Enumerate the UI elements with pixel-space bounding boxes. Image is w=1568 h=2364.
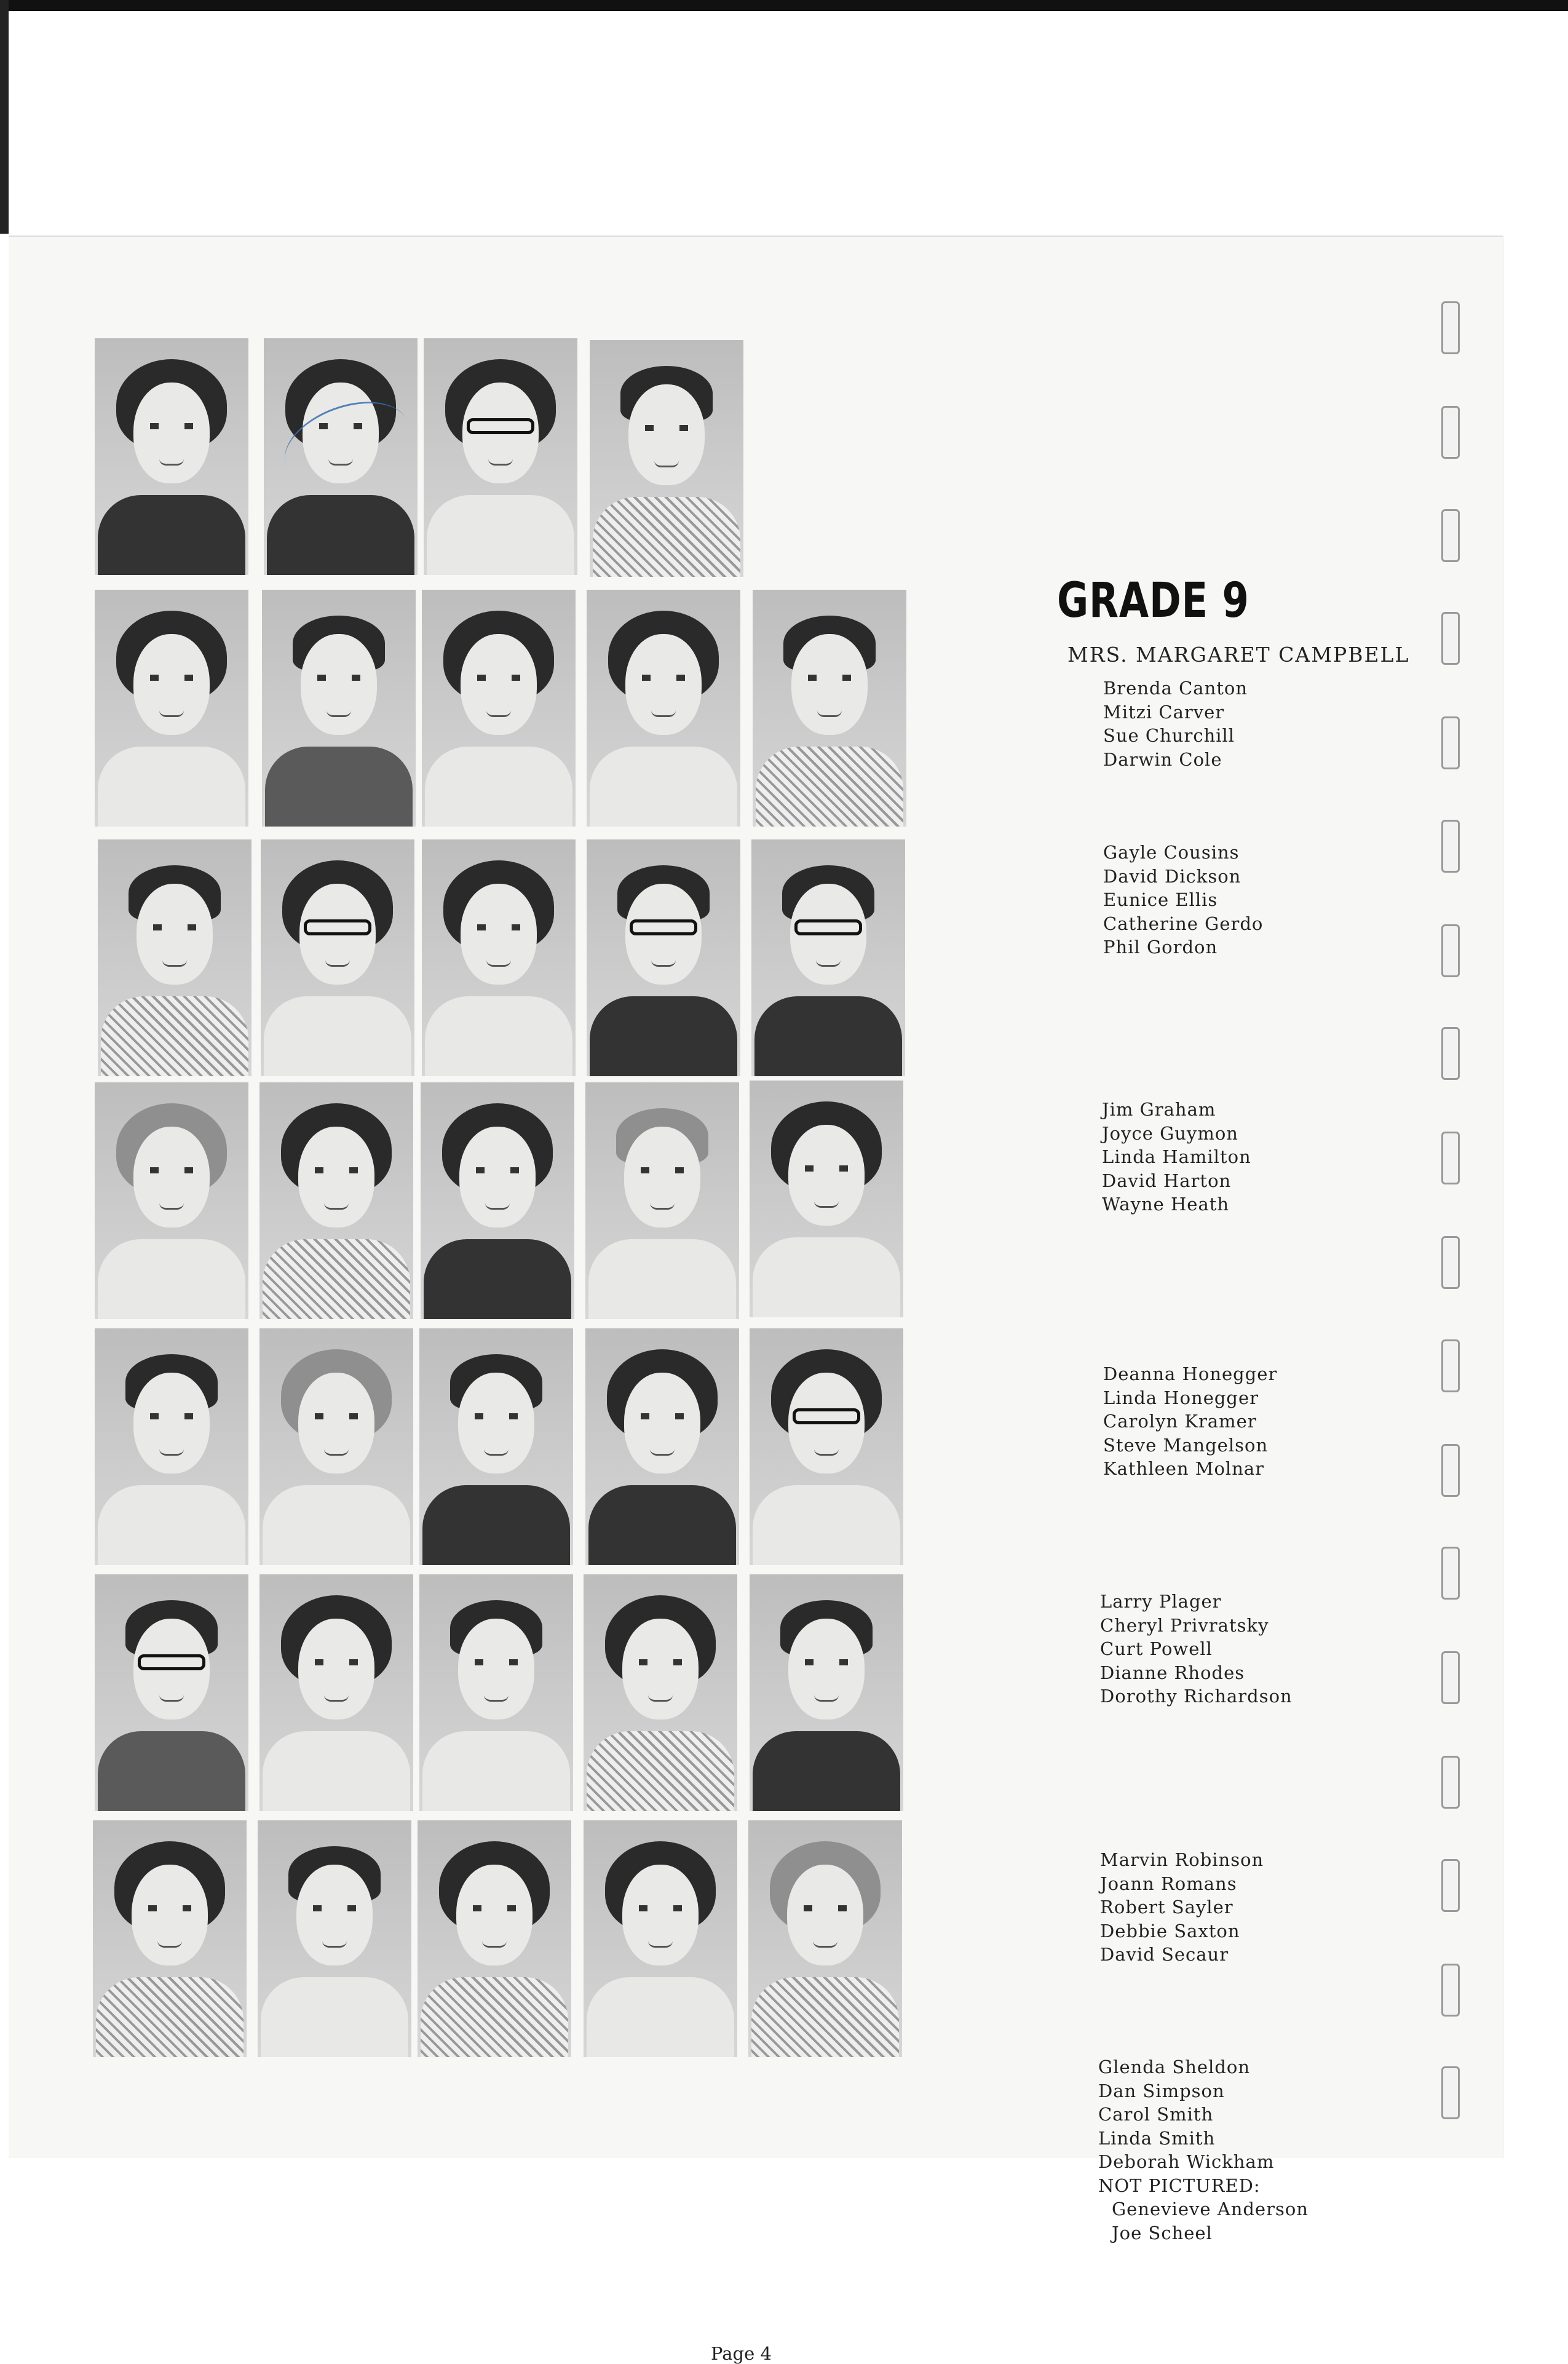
portrait-photo bbox=[584, 1574, 737, 1811]
portrait-photo bbox=[95, 590, 248, 827]
portrait-photo bbox=[750, 1574, 903, 1811]
student-name: Wayne Heath bbox=[1102, 1194, 1230, 1215]
portrait-photo bbox=[585, 1328, 739, 1565]
student-name: Marvin Robinson bbox=[1100, 1849, 1264, 1870]
student-name: David Harton bbox=[1102, 1170, 1232, 1191]
not-pictured-name: Joe Scheel bbox=[1112, 2222, 1213, 2243]
binder-tab bbox=[1441, 406, 1460, 459]
binder-tab bbox=[1441, 1964, 1460, 2017]
portrait-photo bbox=[750, 1328, 903, 1565]
name-group-row-6 bbox=[1100, 1848, 1264, 1967]
portrait-photo bbox=[93, 1820, 247, 2057]
student-name: Darwin Cole bbox=[1103, 748, 1222, 770]
student-name: Joann Romans bbox=[1100, 1873, 1237, 1894]
student-name: Sue Churchill bbox=[1103, 725, 1235, 746]
student-name: Steve Mangelson bbox=[1103, 1434, 1269, 1456]
student-name: Debbie Saxton bbox=[1100, 1920, 1240, 1942]
student-name: Deborah Wickham bbox=[1098, 2151, 1275, 2172]
portrait-photo bbox=[584, 1820, 737, 2057]
student-name: Carol Smith bbox=[1098, 2104, 1214, 2125]
portrait-photo bbox=[259, 1082, 413, 1319]
student-name: Dorothy Richardson bbox=[1100, 1686, 1293, 1707]
teacher-name: MRS. MARGARET CAMPBELL bbox=[1067, 643, 1410, 667]
portrait-photo bbox=[587, 590, 740, 827]
portrait-photo bbox=[95, 338, 248, 575]
portrait-photo bbox=[259, 1328, 413, 1565]
portrait-photo bbox=[585, 1082, 739, 1319]
binder-tab bbox=[1441, 1444, 1460, 1497]
portrait-photo bbox=[421, 1082, 574, 1319]
name-group-row-4 bbox=[1103, 1362, 1277, 1481]
portrait-photo bbox=[419, 1574, 573, 1811]
binder-tab bbox=[1441, 1756, 1460, 1809]
scan-top-edge bbox=[0, 0, 1568, 11]
binder-tab bbox=[1441, 1339, 1460, 1392]
portrait-photo bbox=[258, 1820, 411, 2057]
portrait-photo bbox=[95, 1328, 248, 1565]
binder-tab bbox=[1441, 924, 1460, 977]
student-name: Larry Plager bbox=[1100, 1591, 1222, 1612]
name-group-row-3 bbox=[1102, 1098, 1251, 1216]
portrait-photo bbox=[424, 338, 577, 575]
binder-tab bbox=[1441, 2066, 1460, 2119]
not-pictured-label: NOT PICTURED: bbox=[1098, 2175, 1261, 2196]
student-name: Eunice Ellis bbox=[1103, 889, 1218, 910]
binder-tab bbox=[1441, 1236, 1460, 1289]
scan-left-edge bbox=[0, 0, 9, 234]
student-name: Linda Smith bbox=[1098, 2127, 1216, 2149]
student-name: Dianne Rhodes bbox=[1100, 1662, 1245, 1683]
student-name: Cheryl Privratsky bbox=[1100, 1614, 1269, 1636]
portrait-photo bbox=[259, 1574, 413, 1811]
portrait-photo bbox=[418, 1820, 571, 2057]
binder-tab bbox=[1441, 1859, 1460, 1912]
portrait-photo bbox=[95, 1574, 248, 1811]
portrait-grid bbox=[9, 237, 992, 2328]
portrait-photo bbox=[587, 839, 740, 1076]
student-name: Kathleen Molnar bbox=[1103, 1458, 1265, 1479]
portrait-photo bbox=[750, 1081, 903, 1317]
binder-tab bbox=[1441, 1547, 1460, 1600]
binder-tab bbox=[1441, 1132, 1460, 1184]
portrait-photo bbox=[422, 839, 576, 1076]
student-name: Joyce Guymon bbox=[1102, 1122, 1238, 1144]
student-name: Dan Simpson bbox=[1098, 2080, 1225, 2101]
name-group-row-5 bbox=[1100, 1590, 1293, 1708]
student-name: Carolyn Kramer bbox=[1103, 1411, 1257, 1432]
portrait-photo bbox=[422, 590, 576, 827]
not-pictured-name: Genevieve Anderson bbox=[1112, 2199, 1309, 2219]
binder-tab bbox=[1441, 1027, 1460, 1080]
student-name: Curt Powell bbox=[1100, 1638, 1213, 1659]
portrait-photo bbox=[264, 338, 418, 575]
student-name: David Dickson bbox=[1103, 865, 1241, 887]
student-name: Brenda Canton bbox=[1103, 678, 1248, 699]
student-name: Catherine Gerdo bbox=[1103, 913, 1264, 934]
portrait-photo bbox=[419, 1328, 573, 1565]
portrait-photo bbox=[98, 839, 251, 1076]
student-name: Linda Honegger bbox=[1103, 1387, 1259, 1408]
portrait-photo bbox=[748, 1820, 902, 2057]
student-name: Gayle Cousins bbox=[1103, 842, 1240, 863]
binder-tab bbox=[1441, 716, 1460, 769]
student-name: David Secaur bbox=[1100, 1944, 1229, 1965]
portrait-photo bbox=[261, 839, 414, 1076]
binder-tab bbox=[1441, 612, 1460, 665]
student-name: Phil Gordon bbox=[1103, 937, 1218, 958]
portrait-photo bbox=[751, 839, 905, 1076]
portrait-photo bbox=[262, 590, 416, 827]
student-name: Deanna Honegger bbox=[1103, 1363, 1278, 1384]
student-name: Robert Sayler bbox=[1100, 1897, 1233, 1918]
portrait-photo bbox=[753, 590, 906, 827]
page-number: Page 4 bbox=[711, 2343, 772, 2364]
student-name: Jim Graham bbox=[1102, 1099, 1216, 1120]
student-name: Mitzi Carver bbox=[1103, 701, 1225, 723]
name-group-row-7 bbox=[1098, 2055, 1309, 2245]
binder-tab bbox=[1441, 301, 1460, 354]
yearbook-page bbox=[9, 236, 1503, 2364]
page-title: GRADE 9 bbox=[1057, 573, 1249, 629]
binder-tab bbox=[1441, 1651, 1460, 1704]
binder-tab bbox=[1441, 820, 1460, 873]
student-name: Glenda Sheldon bbox=[1098, 2057, 1251, 2077]
portrait-photo bbox=[95, 1082, 248, 1319]
name-group-row-1 bbox=[1103, 676, 1248, 771]
student-name: Linda Hamilton bbox=[1102, 1146, 1251, 1167]
binder-tab bbox=[1441, 509, 1460, 562]
name-group-row-2 bbox=[1103, 841, 1263, 959]
portrait-photo bbox=[590, 340, 743, 577]
